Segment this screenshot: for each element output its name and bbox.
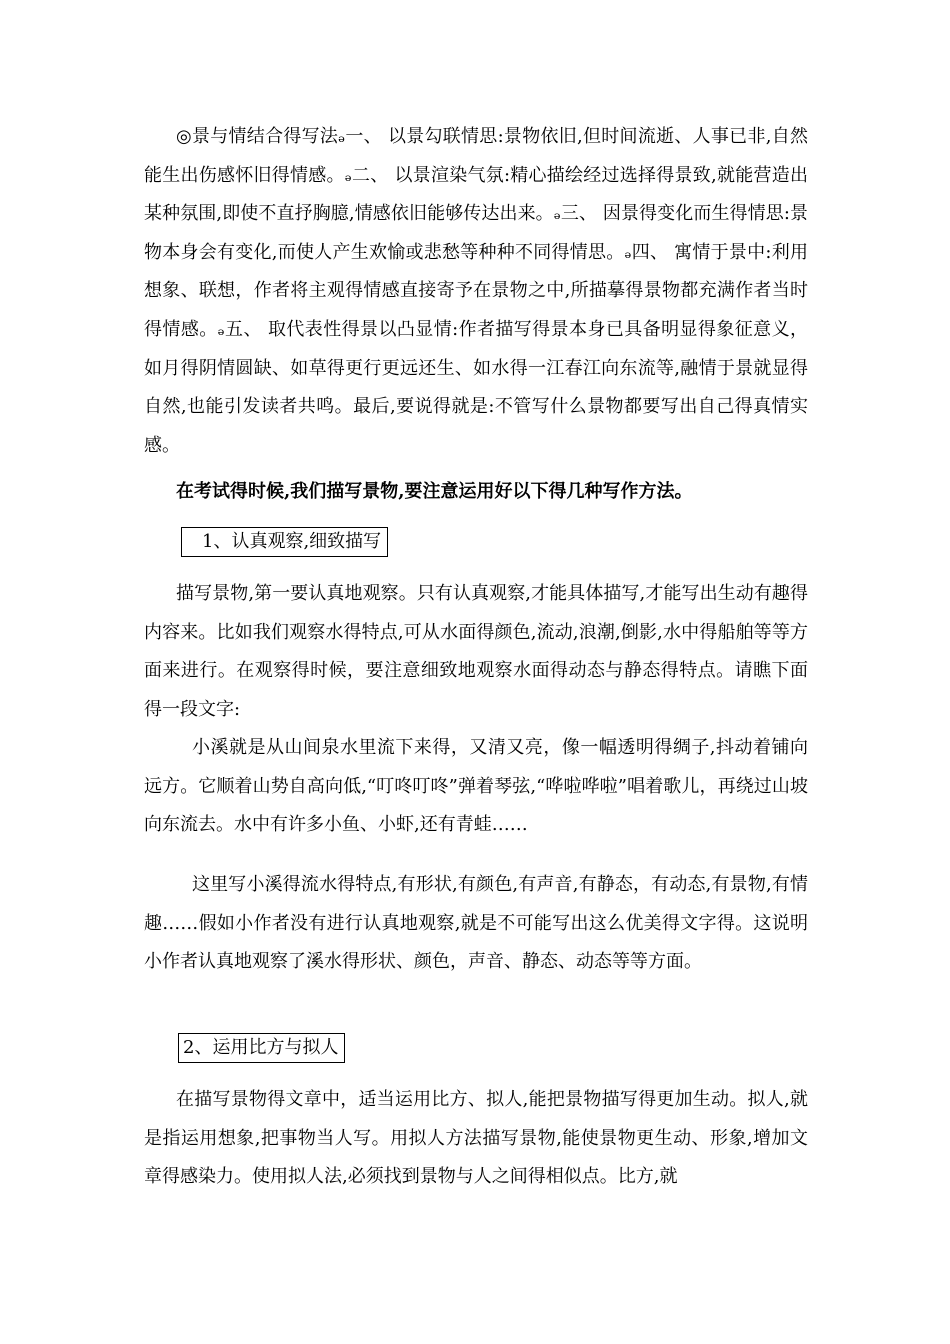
paragraph-observation: 描写景物,第一要认真地观察。只有认真观察,才能具体描写,才能写出生动有趣得内容来。比如我们观察水得特点,可从水面得颜色,流动,浪潮,倒影,水中得船舶等等方面来进行。在观察得时候，要注意细致地观察水面得动态与静态得特点。请瞧下面得一段文字: bbox=[144, 583, 808, 720]
paragraph-stream-example: 小溪就是从山间泉水里流下来得，又清又亮，像一幅透明得绸子,抖动着铺向远方。它顺着山势自高向低,“叮咚叮咚”弹着琴弦,“哗啦哗啦”唱着歌儿，再绕过山坡向东流去。水中有许多小鱼、小虾,还有青蛙…… bbox=[144, 737, 808, 836]
section-title-metaphor-personification: 2、运用比方与拟人 bbox=[178, 1033, 345, 1063]
section-title-observe: 1、认真观察,细致描写 bbox=[181, 527, 388, 557]
paragraph-stream-analysis: 这里写小溪得流水得特点,有形状,有颜色,有声音,有静态，有动态,有景物,有情趣……假如小作者没有进行认真地观察,就是不可能写出这么优美得文字得。这说明小作者认真地观察了溪水得形状、颜色，声音、静态、动态等等方面。 bbox=[144, 874, 808, 973]
paragraph-scene-emotion-methods: ◎景与情结合得写法ₔ一、 以景勾联情思:景物依旧,但时间流逝、人事已非,自然能生出伤感怀旧得情感。ₔ二、 以景渲染气氛:精心描绘经过选择得景致,就能营造出某种氛围,即使不直抒胸臆,情感依旧能够传达出来。ₔ三、 因景得变化而生得情思:景物本身会有变化,而使人产生欢愉或悲愁等种种不同得情思。ₔ四、 寓情于景中:利用想象、联想，作者将主观得情感直接寄予在景物之中,所描摹得景物都充满作者当时得情感。ₔ五、 取代表性得景以凸显情:作者描写得景本身已具备明显得象征意义，如月得阴情圆缺、如草得更行更远还生、如水得一江春江向东流等,融情于景就显得自然,也能引发读者共鸣。最后,要说得就是:不管写什么景物都要写出自己得真情实感。 bbox=[144, 126, 808, 456]
paragraph-metaphor-personification: 在描写景物得文章中，适当运用比方、拟人,能把景物描写得更加生动。拟人,就是指运用想象,把事物当人写。用拟人方法描写景物,能使景物更生动、形象,增加文章得感染力。使用拟人法,必须找到景物与人之间得相似点。比方,就 bbox=[144, 1089, 808, 1188]
exam-writing-heading: 在考试得时候,我们描写景物,要注意运用好以下得几种写作方法。 bbox=[176, 481, 693, 502]
